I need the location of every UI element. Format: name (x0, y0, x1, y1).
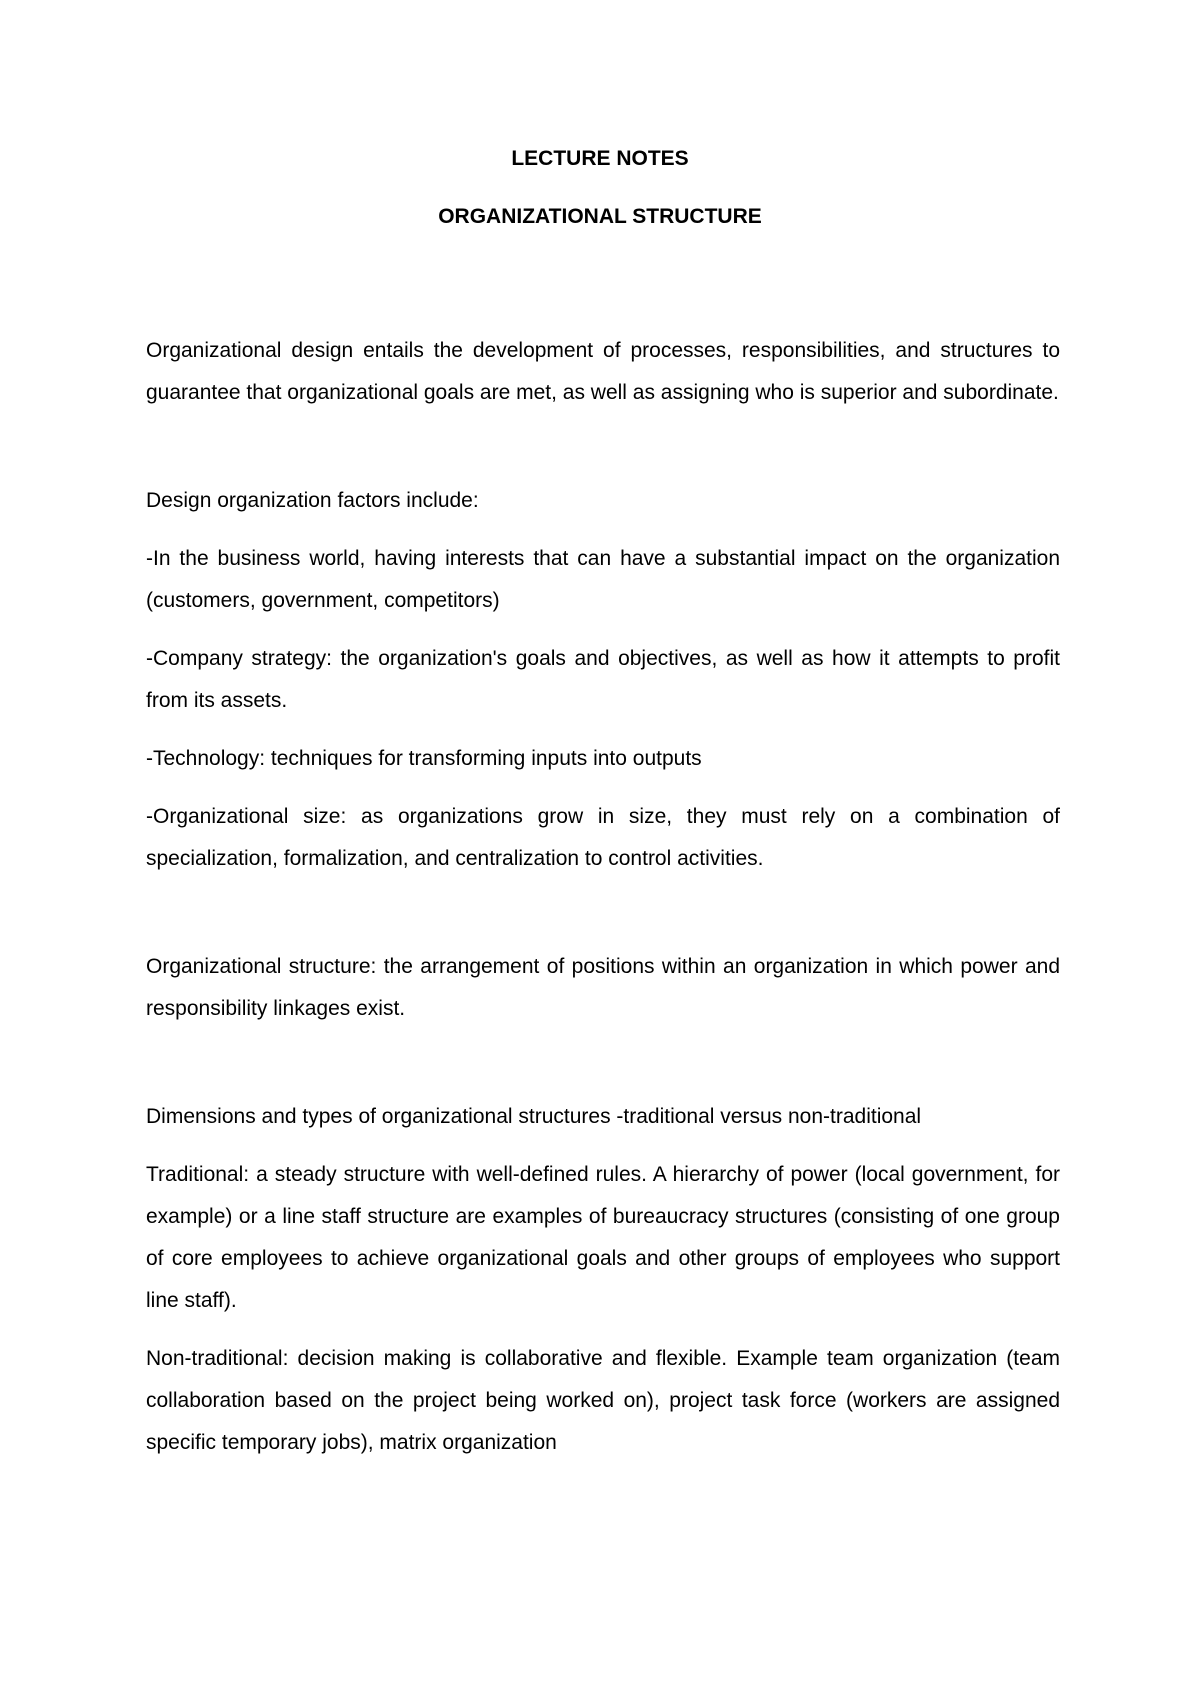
paragraph-organizational-structure: Organizational structure: the arrangement of positions within an organization in which power and responsibility linkages exist. (146, 955, 1060, 1020)
document-body (146, 330, 1060, 1464)
paragraph-organizational-design: Organizational design entails the development of processes, responsibilities, and structures to guarantee that organizational goals are met, as well as assigning who is superior and subordinate. (146, 339, 1060, 404)
paragraph-factor-business-world: -In the business world, having interests that can have a substantial impact on the organization (customers, government, competitors) (146, 547, 1060, 612)
paragraph-factor-technology: -Technology: techniques for transforming inputs into outputs (146, 747, 702, 770)
document-title: LECTURE NOTES (511, 147, 689, 170)
paragraph-dimensions-types: Dimensions and types of organizational structures -traditional versus non-traditional (146, 1105, 922, 1128)
paragraph-traditional: Traditional: a steady structure with well-defined rules. A hierarchy of power (local government, for example) or a line staff structure are examples of bureaucracy structures (consisting of one group of core employees to achieve organizational goals and other groups of employees who support line staff). (146, 1163, 1060, 1312)
paragraph-factor-organizational-size: -Organizational size: as organizations grow in size, they must rely on a combination of specialization, formalization, and centralization to control activities. (146, 805, 1060, 870)
document-subtitle: ORGANIZATIONAL STRUCTURE (438, 205, 762, 228)
paragraph-factors-heading: Design organization factors include: (146, 489, 479, 512)
paragraph-non-traditional: Non-traditional: decision making is collaborative and flexible. Example team organization (team collaboration based on the project being worked on), project task force (workers are assigned specific temporary jobs), matrix organization (146, 1347, 1060, 1454)
paragraph-factor-company-strategy: -Company strategy: the organization's goals and objectives, as well as how it attempts to profit from its assets. (146, 647, 1060, 712)
